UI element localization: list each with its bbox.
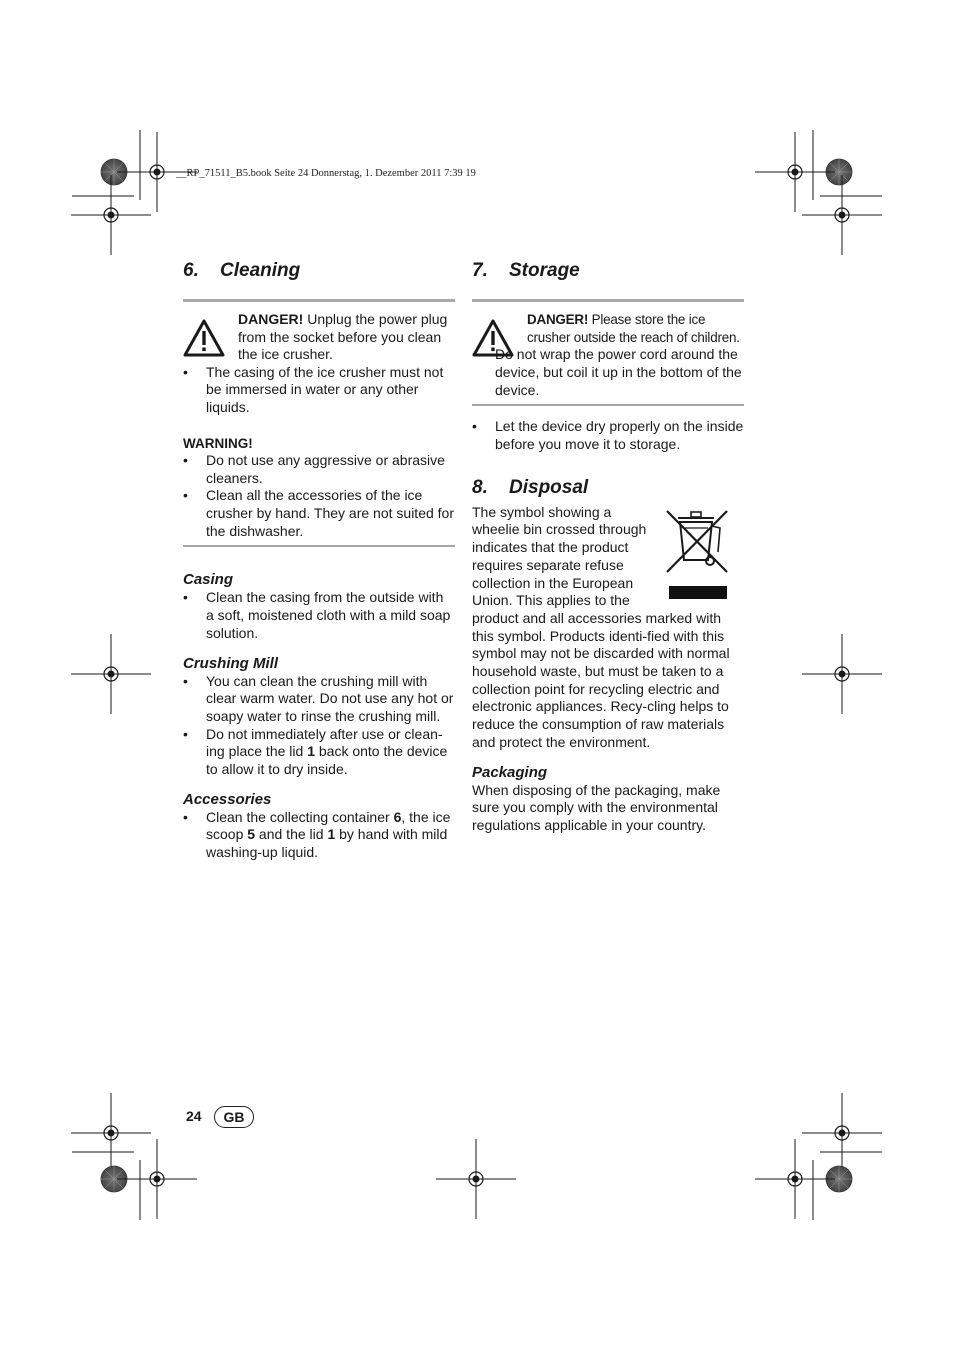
section-title: Cleaning [220,260,301,281]
print-header: __RP_71511_B5.book Seite 24 Donnerstag, 1. Dezember 2011 7:39 19 [176,168,476,179]
crushing-mill-heading: Crushing Mill [183,654,278,672]
list-item: • Do not use any aggressive or abrasive cleaners. [183,452,455,487]
danger-label: DANGER! [527,312,589,327]
text-run: back onto the device to allow it to dry inside. [206,743,448,778]
list-item: • Clean the casing from the outside with a soft, moistened cloth with a mild soap solution. [183,589,455,642]
list-item: • The casing of the ice crusher must not be immersed in water or any other liquids. [183,364,455,417]
casing-heading: Casing [183,571,234,589]
danger-text: Unplug the power plug from the socket before you clean the ice crusher. [238,311,448,363]
section-number: 7. [472,260,488,281]
part-number: 1 [327,826,336,843]
text-run: Clean the collecting container [206,808,394,825]
section-number: 6. [183,260,199,281]
section-title: Disposal [509,476,589,498]
packaging-text: When disposing of the packaging, make sure you comply with the environmental regulations applicable in your country. [472,781,721,833]
accessories-heading: Accessories [183,790,272,808]
danger-label: DANGER! [238,311,304,327]
list-item: • Let the device dry properly on the inside before you move it to storage. [472,418,744,453]
part-number: 5 [247,826,256,843]
text-run: , the ice scoop [206,808,451,843]
country-badge: GB [214,1106,254,1128]
warning-label: WARNING! [183,435,253,451]
section-number: 8. [472,476,488,498]
part-number: 1 [307,743,315,760]
text-run: by hand with mild washing-up liquid. [206,826,448,861]
list-item: • Do not wrap the power cord around the device, but coil it up in the bottom of the device. [472,346,744,399]
packaging-heading: Packaging [472,763,548,781]
part-number: 6 [393,808,402,825]
text-run: and the lid [255,826,328,843]
list-item: • You can clean the crushing mill with clear warm water. Do not use any hot or soapy water to rinse the crushing mill. [183,673,455,726]
text-run: Do not immediately after use or clean-ing place the lid [206,725,443,760]
page-number: 24 [186,1108,202,1124]
disposal-text: The symbol showing a wheelie bin crossed through indicates that the product requires separate refuse collection in the European Union. This applies to the product and all accessories marked with this symbol. Products identi-fied with this symbol may not be discarded with normal household waste, but must be taken to a collection point for recycling electric and electronic appliances. Recy-cling helps to reduce the consumption of raw materials and protect the environment. [472,503,730,750]
list-item: • Clean all the accessories of the ice crusher by hand. They are not suited for the dishwasher. [183,487,455,540]
danger-text: Please store the ice crusher outside the reach of children. [527,312,740,345]
section-title: Storage [509,260,580,281]
